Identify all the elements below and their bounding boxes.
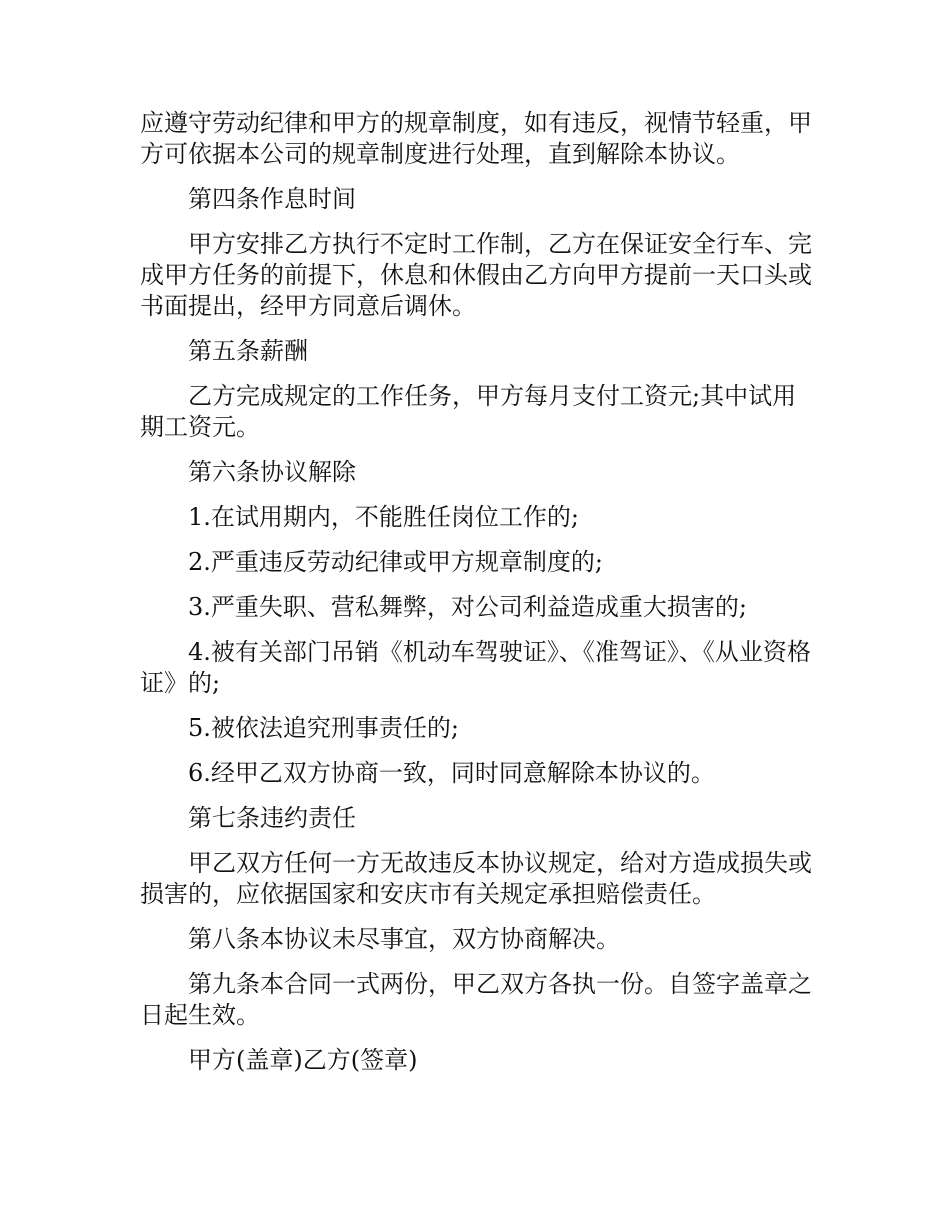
heading-article-5: 第五条薪酬: [188, 337, 308, 365]
paragraph-article-9: 第九条本合同一式两份，甲乙双方各执一份。自签字盖章之日起生效。: [140, 970, 812, 1029]
list-item-termination-1: 1.在试用期内，不能胜任岗位工作的;: [188, 503, 579, 531]
paragraph-salary: 乙方完成规定的工作任务，甲方每月支付工资元;其中试用期工资元。: [140, 382, 797, 441]
signature-line: 甲方(盖章)乙方(签章): [188, 1046, 418, 1074]
heading-article-6: 第六条协议解除: [188, 458, 356, 486]
list-item-termination-5: 5.被依法追究刑事责任的;: [188, 714, 459, 742]
list-item-termination-4: 4.被有关部门吊销《机动车驾驶证》、《准驾证》、《从业资格证》的;: [140, 638, 811, 697]
heading-article-4: 第四条作息时间: [188, 185, 356, 213]
paragraph-article-8: 第八条本协议未尽事宜，双方协商解决。: [188, 925, 620, 953]
document-body: [140, 108, 820, 1090]
paragraph-rules-continuation: 应遵守劳动纪律和甲方的规章制度，如有违反，视情节轻重，甲方可依据本公司的规章制度进行处理，直到解除本协议。: [140, 109, 812, 168]
paragraph-liability: 甲乙双方任何一方无故违反本协议规定，给对方造成损失或损害的，应依据国家和安庆市有关规定承担赔偿责任。: [140, 849, 812, 908]
paragraph-work-hours: 甲方安排乙方执行不定时工作制，乙方在保证安全行车、完成甲方任务的前提下，休息和休假由乙方向甲方提前一天口头或书面提出，经甲方同意后调休。: [140, 230, 812, 320]
list-item-termination-2: 2.严重违反劳动纪律或甲方规章制度的;: [188, 548, 603, 576]
list-item-termination-6: 6.经甲乙双方协商一致，同时同意解除本协议的。: [188, 759, 715, 787]
heading-article-7: 第七条违约责任: [188, 804, 356, 832]
list-item-termination-3: 3.严重失职、营私舞弊，对公司利益造成重大损害的;: [188, 593, 747, 621]
